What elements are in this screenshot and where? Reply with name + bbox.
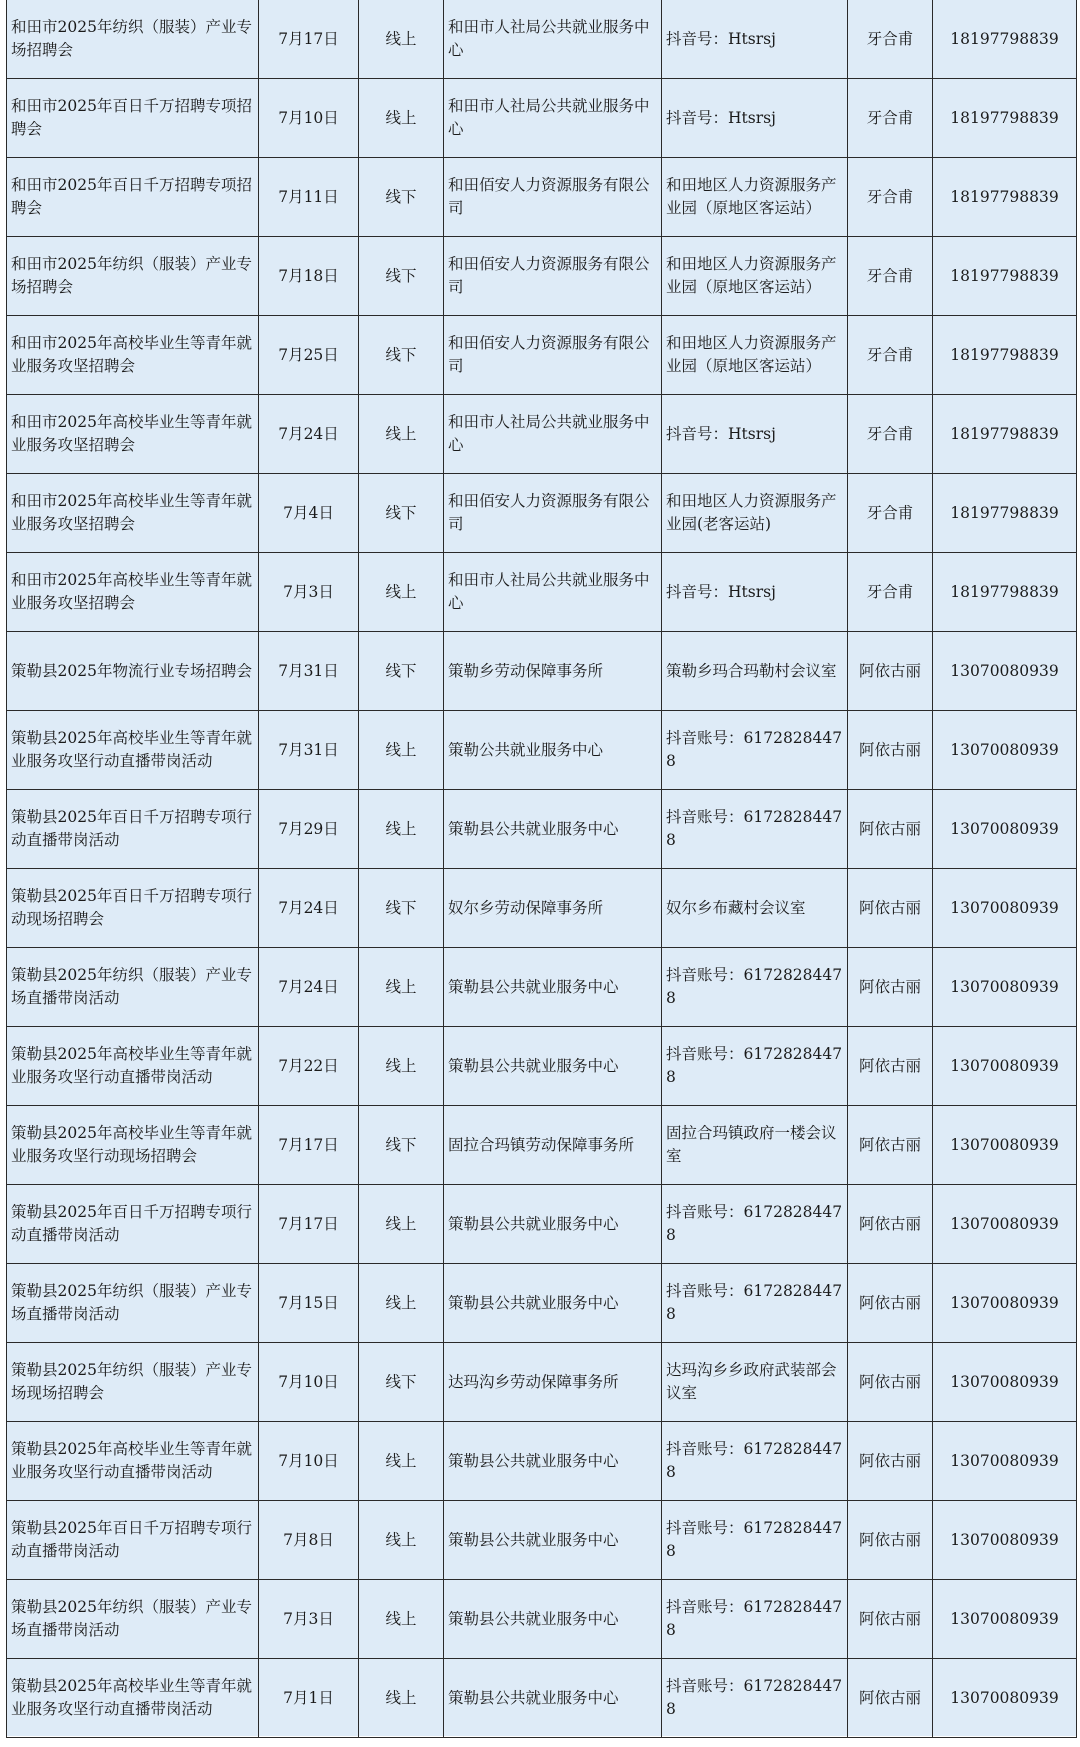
event-name-cell: 策勒县2025年百日千万招聘专项行动直播带岗活动 (7, 790, 259, 869)
contact-person-cell: 阿依古丽 (848, 1501, 933, 1580)
contact-person-cell: 牙合甫 (848, 395, 933, 474)
venue-cell: 抖音账号：61728284478 (662, 948, 848, 1027)
table-row (7, 1185, 1077, 1264)
organizer-cell: 达玛沟乡劳动保障事务所 (444, 1343, 662, 1422)
event-mode-cell: 线上 (359, 1580, 444, 1659)
contact-person-cell: 阿依古丽 (848, 790, 933, 869)
table-row (7, 553, 1077, 632)
contact-phone-cell: 13070080939 (933, 1343, 1077, 1422)
organizer-cell: 策勒县公共就业服务中心 (444, 1501, 662, 1580)
event-name-cell: 策勒县2025年百日千万招聘专项行动直播带岗活动 (7, 1185, 259, 1264)
event-date-cell: 7月15日 (259, 1264, 359, 1343)
contact-person-cell: 阿依古丽 (848, 869, 933, 948)
contact-person-cell: 阿依古丽 (848, 1659, 933, 1738)
contact-person-cell: 牙合甫 (848, 0, 933, 79)
table-row (7, 711, 1077, 790)
organizer-cell: 和田市人社局公共就业服务中心 (444, 395, 662, 474)
organizer-cell: 策勒县公共就业服务中心 (444, 790, 662, 869)
contact-phone-cell: 13070080939 (933, 711, 1077, 790)
venue-cell: 达玛沟乡乡政府武装部会议室 (662, 1343, 848, 1422)
contact-phone-cell: 13070080939 (933, 1422, 1077, 1501)
venue-cell: 抖音账号：61728284478 (662, 711, 848, 790)
venue-cell: 抖音号：Htsrsj (662, 395, 848, 474)
contact-phone-cell: 18197798839 (933, 474, 1077, 553)
event-date-cell: 7月11日 (259, 158, 359, 237)
table-row (7, 869, 1077, 948)
event-date-cell: 7月3日 (259, 1580, 359, 1659)
organizer-cell: 策勒县公共就业服务中心 (444, 1185, 662, 1264)
venue-cell: 抖音账号：61728284478 (662, 1027, 848, 1106)
contact-person-cell: 阿依古丽 (848, 1264, 933, 1343)
event-mode-cell: 线上 (359, 79, 444, 158)
event-name-cell: 和田市2025年高校毕业生等青年就业服务攻坚招聘会 (7, 316, 259, 395)
event-date-cell: 7月24日 (259, 395, 359, 474)
event-mode-cell: 线上 (359, 553, 444, 632)
table-row (7, 1580, 1077, 1659)
venue-cell: 固拉合玛镇政府一楼会议室 (662, 1106, 848, 1185)
event-date-cell: 7月8日 (259, 1501, 359, 1580)
contact-phone-cell: 13070080939 (933, 948, 1077, 1027)
table-row (7, 316, 1077, 395)
event-date-cell: 7月24日 (259, 948, 359, 1027)
contact-phone-cell: 18197798839 (933, 0, 1077, 79)
event-mode-cell: 线上 (359, 1185, 444, 1264)
table-row (7, 1343, 1077, 1422)
event-date-cell: 7月17日 (259, 1185, 359, 1264)
organizer-cell: 策勒乡劳动保障事务所 (444, 632, 662, 711)
event-name-cell: 策勒县2025年纺织（服装）产业专场现场招聘会 (7, 1343, 259, 1422)
venue-cell: 抖音账号：61728284478 (662, 1501, 848, 1580)
contact-person-cell: 阿依古丽 (848, 1343, 933, 1422)
event-date-cell: 7月25日 (259, 316, 359, 395)
event-date-cell: 7月4日 (259, 474, 359, 553)
event-name-cell: 策勒县2025年高校毕业生等青年就业服务攻坚行动直播带岗活动 (7, 1422, 259, 1501)
event-date-cell: 7月17日 (259, 0, 359, 79)
contact-phone-cell: 13070080939 (933, 1185, 1077, 1264)
event-name-cell: 策勒县2025年纺织（服装）产业专场直播带岗活动 (7, 948, 259, 1027)
contact-person-cell: 阿依古丽 (848, 1422, 933, 1501)
event-mode-cell: 线上 (359, 711, 444, 790)
venue-cell: 抖音账号：61728284478 (662, 1659, 848, 1738)
event-mode-cell: 线上 (359, 790, 444, 869)
venue-cell: 策勒乡玛合玛勒村会议室 (662, 632, 848, 711)
event-name-cell: 和田市2025年高校毕业生等青年就业服务攻坚招聘会 (7, 395, 259, 474)
event-mode-cell: 线下 (359, 1106, 444, 1185)
event-name-cell: 策勒县2025年百日千万招聘专项行动直播带岗活动 (7, 1501, 259, 1580)
event-date-cell: 7月10日 (259, 1422, 359, 1501)
event-mode-cell: 线下 (359, 869, 444, 948)
event-date-cell: 7月22日 (259, 1027, 359, 1106)
contact-phone-cell: 13070080939 (933, 1027, 1077, 1106)
table-row (7, 474, 1077, 553)
venue-cell: 抖音账号：61728284478 (662, 1422, 848, 1501)
event-date-cell: 7月18日 (259, 237, 359, 316)
event-name-cell: 和田市2025年高校毕业生等青年就业服务攻坚招聘会 (7, 553, 259, 632)
event-mode-cell: 线下 (359, 632, 444, 711)
organizer-cell: 和田市人社局公共就业服务中心 (444, 553, 662, 632)
event-name-cell: 策勒县2025年物流行业专场招聘会 (7, 632, 259, 711)
table-row (7, 1501, 1077, 1580)
contact-person-cell: 牙合甫 (848, 474, 933, 553)
contact-person-cell: 牙合甫 (848, 316, 933, 395)
venue-cell: 和田地区人力资源服务产业园（原地区客运站） (662, 237, 848, 316)
contact-phone-cell: 18197798839 (933, 237, 1077, 316)
contact-phone-cell: 13070080939 (933, 869, 1077, 948)
contact-phone-cell: 18197798839 (933, 395, 1077, 474)
event-name-cell: 和田市2025年高校毕业生等青年就业服务攻坚招聘会 (7, 474, 259, 553)
contact-phone-cell: 13070080939 (933, 1580, 1077, 1659)
event-mode-cell: 线下 (359, 1343, 444, 1422)
organizer-cell: 策勒公共就业服务中心 (444, 711, 662, 790)
event-name-cell: 策勒县2025年纺织（服装）产业专场直播带岗活动 (7, 1264, 259, 1343)
contact-person-cell: 阿依古丽 (848, 1106, 933, 1185)
contact-person-cell: 阿依古丽 (848, 1580, 933, 1659)
organizer-cell: 和田佰安人力资源服务有限公司 (444, 158, 662, 237)
venue-cell: 和田地区人力资源服务产业园（原地区客运站） (662, 158, 848, 237)
table-row (7, 79, 1077, 158)
organizer-cell: 策勒县公共就业服务中心 (444, 1659, 662, 1738)
table-row (7, 0, 1077, 79)
contact-phone-cell: 13070080939 (933, 1501, 1077, 1580)
event-mode-cell: 线上 (359, 0, 444, 79)
table-row (7, 237, 1077, 316)
event-date-cell: 7月10日 (259, 1343, 359, 1422)
event-mode-cell: 线下 (359, 158, 444, 237)
event-name-cell: 策勒县2025年高校毕业生等青年就业服务攻坚行动现场招聘会 (7, 1106, 259, 1185)
table-row (7, 948, 1077, 1027)
event-name-cell: 和田市2025年纺织（服装）产业专场招聘会 (7, 0, 259, 79)
table-row (7, 1027, 1077, 1106)
event-name-cell: 和田市2025年百日千万招聘专项招聘会 (7, 158, 259, 237)
table-row (7, 1106, 1077, 1185)
organizer-cell: 策勒县公共就业服务中心 (444, 1027, 662, 1106)
event-mode-cell: 线上 (359, 1659, 444, 1738)
venue-cell: 抖音号：Htsrsj (662, 0, 848, 79)
event-date-cell: 7月31日 (259, 711, 359, 790)
organizer-cell: 策勒县公共就业服务中心 (444, 948, 662, 1027)
event-date-cell: 7月3日 (259, 553, 359, 632)
venue-cell: 抖音号：Htsrsj (662, 79, 848, 158)
event-mode-cell: 线上 (359, 948, 444, 1027)
event-name-cell: 和田市2025年百日千万招聘专项招聘会 (7, 79, 259, 158)
event-mode-cell: 线上 (359, 1422, 444, 1501)
job-fair-table (6, 0, 1077, 1738)
event-date-cell: 7月1日 (259, 1659, 359, 1738)
organizer-cell: 固拉合玛镇劳动保障事务所 (444, 1106, 662, 1185)
venue-cell: 抖音号：Htsrsj (662, 553, 848, 632)
venue-cell: 抖音账号：61728284478 (662, 790, 848, 869)
event-name-cell: 策勒县2025年高校毕业生等青年就业服务攻坚行动直播带岗活动 (7, 1659, 259, 1738)
table-row (7, 1659, 1077, 1738)
table-row (7, 395, 1077, 474)
contact-phone-cell: 13070080939 (933, 1106, 1077, 1185)
contact-phone-cell: 18197798839 (933, 553, 1077, 632)
event-name-cell: 策勒县2025年百日千万招聘专项行动现场招聘会 (7, 869, 259, 948)
event-date-cell: 7月10日 (259, 79, 359, 158)
event-mode-cell: 线下 (359, 237, 444, 316)
contact-person-cell: 阿依古丽 (848, 711, 933, 790)
organizer-cell: 策勒县公共就业服务中心 (444, 1422, 662, 1501)
organizer-cell: 策勒县公共就业服务中心 (444, 1264, 662, 1343)
event-mode-cell: 线下 (359, 316, 444, 395)
contact-person-cell: 牙合甫 (848, 158, 933, 237)
table-row (7, 790, 1077, 869)
contact-phone-cell: 18197798839 (933, 158, 1077, 237)
contact-person-cell: 阿依古丽 (848, 948, 933, 1027)
organizer-cell: 奴尔乡劳动保障事务所 (444, 869, 662, 948)
event-name-cell: 和田市2025年纺织（服装）产业专场招聘会 (7, 237, 259, 316)
event-mode-cell: 线上 (359, 1264, 444, 1343)
table-row (7, 1422, 1077, 1501)
table-row (7, 632, 1077, 711)
event-date-cell: 7月31日 (259, 632, 359, 711)
event-mode-cell: 线上 (359, 1027, 444, 1106)
event-mode-cell: 线上 (359, 395, 444, 474)
venue-cell: 奴尔乡布藏村会议室 (662, 869, 848, 948)
contact-person-cell: 阿依古丽 (848, 1185, 933, 1264)
organizer-cell: 和田佰安人力资源服务有限公司 (444, 237, 662, 316)
organizer-cell: 和田佰安人力资源服务有限公司 (444, 474, 662, 553)
event-mode-cell: 线上 (359, 1501, 444, 1580)
contact-phone-cell: 13070080939 (933, 790, 1077, 869)
venue-cell: 和田地区人力资源服务产业园（原地区客运站） (662, 316, 848, 395)
organizer-cell: 和田市人社局公共就业服务中心 (444, 0, 662, 79)
table-row (7, 1264, 1077, 1343)
contact-phone-cell: 13070080939 (933, 1659, 1077, 1738)
venue-cell: 抖音账号：61728284478 (662, 1580, 848, 1659)
contact-phone-cell: 18197798839 (933, 316, 1077, 395)
organizer-cell: 和田佰安人力资源服务有限公司 (444, 316, 662, 395)
venue-cell: 抖音账号：61728284478 (662, 1264, 848, 1343)
organizer-cell: 和田市人社局公共就业服务中心 (444, 79, 662, 158)
event-mode-cell: 线下 (359, 474, 444, 553)
table-row (7, 158, 1077, 237)
job-fair-table-sheet (6, 0, 1076, 1736)
event-name-cell: 策勒县2025年高校毕业生等青年就业服务攻坚行动直播带岗活动 (7, 1027, 259, 1106)
contact-person-cell: 牙合甫 (848, 237, 933, 316)
venue-cell: 和田地区人力资源服务产业园(老客运站) (662, 474, 848, 553)
contact-phone-cell: 13070080939 (933, 1264, 1077, 1343)
contact-person-cell: 牙合甫 (848, 553, 933, 632)
contact-person-cell: 牙合甫 (848, 79, 933, 158)
contact-person-cell: 阿依古丽 (848, 1027, 933, 1106)
event-date-cell: 7月29日 (259, 790, 359, 869)
contact-phone-cell: 13070080939 (933, 632, 1077, 711)
event-name-cell: 策勒县2025年高校毕业生等青年就业服务攻坚行动直播带岗活动 (7, 711, 259, 790)
organizer-cell: 策勒县公共就业服务中心 (444, 1580, 662, 1659)
contact-phone-cell: 18197798839 (933, 79, 1077, 158)
venue-cell: 抖音账号：61728284478 (662, 1185, 848, 1264)
event-name-cell: 策勒县2025年纺织（服装）产业专场直播带岗活动 (7, 1580, 259, 1659)
event-date-cell: 7月17日 (259, 1106, 359, 1185)
contact-person-cell: 阿依古丽 (848, 632, 933, 711)
event-date-cell: 7月24日 (259, 869, 359, 948)
